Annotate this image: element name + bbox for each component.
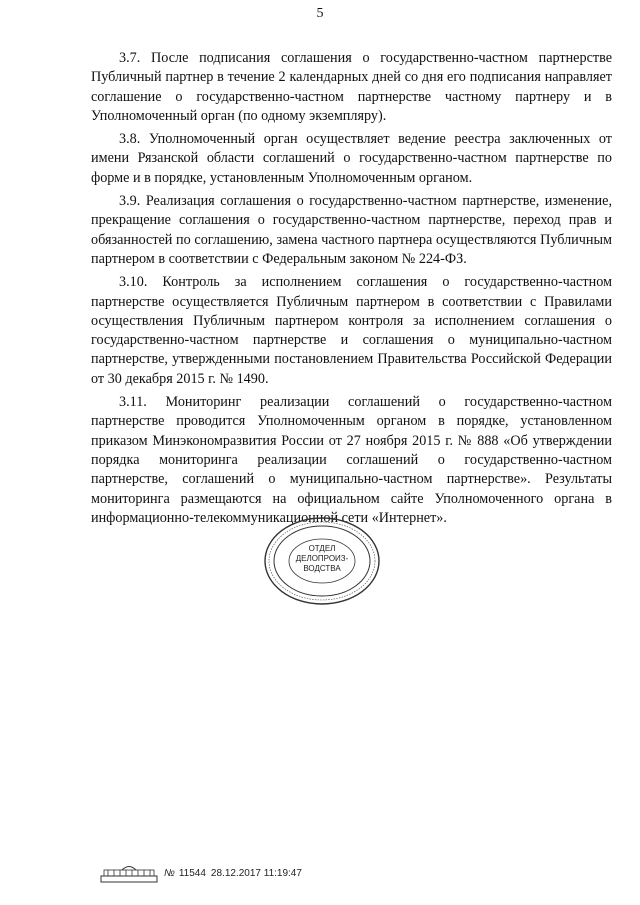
archive-logo-icon — [100, 862, 158, 884]
paragraph-3-9: 3.9. Реализация соглашения о государственно-частном партнерстве, изменение, прекращение соглашения о государственно-частном партнерстве, переход прав и обязанностей по соглашению, замена частного партнера осуществляются Публичным партнером в соответствии с Федеральным законом № 224-ФЗ. — [91, 193, 612, 267]
document-body — [91, 49, 612, 532]
document-number: 11544 — [178, 867, 206, 879]
paragraph-3-7: 3.7. После подписания соглашения о государственно-частном партнерстве Публичный партнер в течение 2 календарных дней со дня его подписания направляет соглашение о государственно-частном партнерстве частному партнеру и в Уполномоченный орган (по одному экземпляру). — [91, 50, 612, 124]
paragraph-3-8: 3.8. Уполномоченный орган осуществляет ведение реестра заключенных от имени Рязанской области соглашений о государственно-частном партнерстве по форме и в порядке, установленным Уполномоченным органом. — [91, 131, 612, 186]
stamp-line-3: ВОДСТВА — [303, 564, 341, 573]
office-stamp — [262, 515, 382, 607]
registration-footer — [100, 862, 302, 884]
stamp-line-1: ОТДЕЛ — [308, 544, 336, 553]
number-sign: № — [164, 867, 175, 879]
paragraph-3-10: 3.10. Контроль за исполнением соглашения о государственно-частном партнерстве осуществляется Публичным партнером в соответствии с Правилами осуществления Публичным партнером контроля за исполнением соглашения о государственно-частном партнерстве и соглашения о муниципально-частном партнерстве, утвержденными постановлением Правительства Российской Федерации от 30 декабря 2015 г. № 1490. — [91, 274, 612, 387]
stamp-line-2: ДЕЛОПРОИЗ- — [295, 554, 349, 563]
stamp-text — [262, 544, 382, 574]
paragraph-3-11: 3.11. Мониторинг реализации соглашений о государственно-частном партнерстве проводится Уполномоченным органом в порядке, установленном приказом Минэкономразвития России от 27 ноября 2015 г. № 888 «Об утверждении порядка мониторинга реализации соглашений о государственно-частном партнерстве, соглашений о муниципально-частном партнерстве». Результаты мониторинга размещаются на официальном сайте Уполномоченного органа в информационно-телекоммуникационной сети «Интернет». — [91, 394, 612, 526]
registration-datetime: 28.12.2017 11:19:47 — [210, 867, 302, 879]
page-number: 5 — [316, 6, 324, 21]
